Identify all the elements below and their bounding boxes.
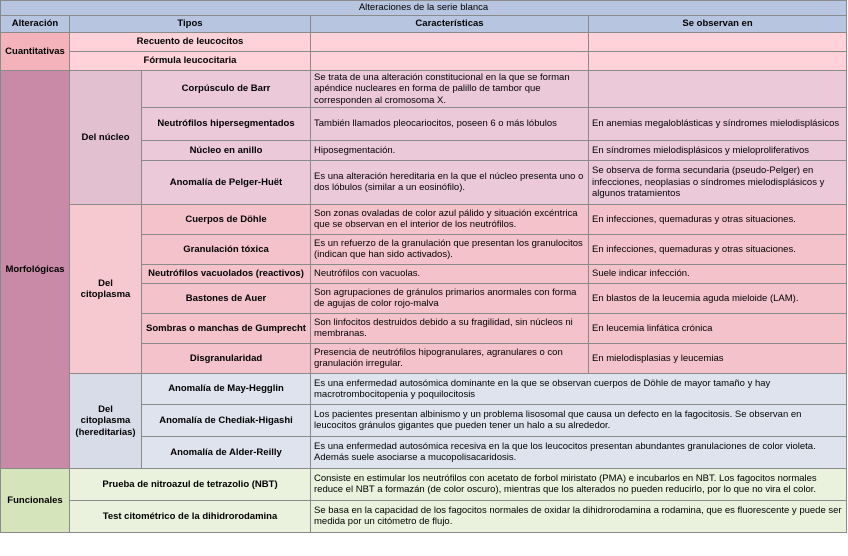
tipo-cell: Anomalía de Chediak-Higashi <box>142 404 311 436</box>
caracteristicas-cell: Son linfocitos destruidos debido a su fragilidad, sin núcleos ni membranas. <box>311 313 589 343</box>
tipo-cell: Neutrófilos hipersegmentados <box>142 107 311 140</box>
tipo-cell: Anomalía de Alder-Reilly <box>142 436 311 468</box>
caracteristicas-cell <box>311 33 589 52</box>
observan-cell <box>589 52 847 71</box>
tipo-cell: Disgranularidad <box>142 343 311 373</box>
tipo-cell: Granulación tóxica <box>142 234 311 264</box>
caracteristicas-cell <box>311 52 589 71</box>
caracteristicas-cell: Es una alteración hereditaria en la que el núcleo presenta uno o dos lóbulos (similar a un eosinófilo). <box>311 160 589 204</box>
group-cuantitativas: Cuantitativas <box>1 33 70 71</box>
caracteristicas-cell: Son agrupaciones de gránulos primarios anormales con forma de agujas de color rojo-malva <box>311 283 589 313</box>
observan-cell: En anemias megaloblásticas y síndromes mielodisplásicos <box>589 107 847 140</box>
caracteristicas-cell: Es una enfermedad autosómica dominante en la que se observan cuerpos de Döhle de mayor tamaño y hay macrotrombocitopenia y poquilocitosis <box>311 373 847 404</box>
observan-cell <box>589 71 847 108</box>
caracteristicas-cell: Neutrófilos con vacuolas. <box>311 264 589 283</box>
header-tipos: Tipos <box>70 16 311 33</box>
tipo-cell: Corpúsculo de Barr <box>142 71 311 108</box>
caracteristicas-cell: Son zonas ovaladas de color azul pálido y situación excéntrica que se observan en el interior de los neutrófilos. <box>311 204 589 234</box>
tipo-cell: Anomalía de May-Hegglin <box>142 373 311 404</box>
tipo-cell: Bastones de Auer <box>142 283 311 313</box>
caracteristicas-cell: También llamados pleocariocitos, poseen 6 o más lóbulos <box>311 107 589 140</box>
observan-cell: En infecciones, quemaduras y otras situaciones. <box>589 234 847 264</box>
observan-cell: En infecciones, quemaduras y otras situaciones. <box>589 204 847 234</box>
observan-cell: En leucemia linfática crónica <box>589 313 847 343</box>
tipo-cell: Recuento de leucocitos <box>70 33 311 52</box>
tipo-cell: Cuerpos de Döhle <box>142 204 311 234</box>
subgroup-citoplasma: Del citoplasma <box>70 204 142 373</box>
observan-cell <box>589 33 847 52</box>
caracteristicas-cell: Consiste en estimular los neutrófilos con acetato de forbol miristato (PMA) e incubarlos en NBT. Los fagocitos normales reduce el NBT a formazán (de color oscuro), mientras que los alterados no pueden reducirlo, por lo que no vira el color. <box>311 468 847 500</box>
table-title: Alteraciones de la serie blanca <box>1 1 847 16</box>
tipo-cell: Sombras o manchas de Gumprecht <box>142 313 311 343</box>
caracteristicas-cell: Es un refuerzo de la granulación que presentan los granulocitos (indican que han sido activados). <box>311 234 589 264</box>
subgroup-nucleo: Del núcleo <box>70 71 142 205</box>
caracteristicas-cell: Los pacientes presentan albinismo y un problema lisosomal que causa un defecto en la fagocitosis. Se observan en leucocitos gránulos gigantes que pueden tener un halo a su alrededor. <box>311 404 847 436</box>
header-caracteristicas: Características <box>311 16 589 33</box>
header-alteracion: Alteración <box>1 16 70 33</box>
tipo-cell: Fórmula leucocitaria <box>70 52 311 71</box>
header-observan: Se observan en <box>589 16 847 33</box>
tipo-cell: Neutrófilos vacuolados (reactivos) <box>142 264 311 283</box>
observan-cell: Suele indicar infección. <box>589 264 847 283</box>
caracteristicas-cell: Se basa en la capacidad de los fagocitos normales de oxidar la dihidrorodamina a rodamina, que es fluorescente y puede ser medida por un citómetro de flujo. <box>311 500 847 532</box>
caracteristicas-cell: Hiposegmentación. <box>311 140 589 160</box>
tipo-cell: Test citométrico de la dihidrorodamina <box>70 500 311 532</box>
caracteristicas-cell: Presencia de neutrófilos hipogranulares, agranulares o con granulación irregular. <box>311 343 589 373</box>
observan-cell: Se observa de forma secundaria (pseudo-Pelger) en infecciones, neoplasias o síndromes mielodisplásicos y algunos tratamientos <box>589 160 847 204</box>
observan-cell: En blastos de la leucemia aguda mieloide (LAM). <box>589 283 847 313</box>
tipo-cell: Anomalía de Pelger-Huët <box>142 160 311 204</box>
observan-cell: En mielodisplasias y leucemias <box>589 343 847 373</box>
tipo-cell: Prueba de nitroazul de tetrazolio (NBT) <box>70 468 311 500</box>
group-morfologicas: Morfológicas <box>1 71 70 469</box>
subgroup-hereditarias: Del citoplasma (hereditarias) <box>70 373 142 468</box>
tipo-cell: Núcleo en anillo <box>142 140 311 160</box>
observan-cell: En síndromes mielodisplásicos y mieloproliferativos <box>589 140 847 160</box>
caracteristicas-cell: Es una enfermedad autosómica recesiva en la que los leucocitos presentan abundantes granulaciones de color violeta. Además suele asociarse a mucopolisacaridosis. <box>311 436 847 468</box>
group-funcionales: Funcionales <box>1 468 70 532</box>
caracteristicas-cell: Se trata de una alteración constitucional en la que se forman apéndice nucleares en forma de palillo de tambor que corresponden al cromosoma X. <box>311 71 589 108</box>
